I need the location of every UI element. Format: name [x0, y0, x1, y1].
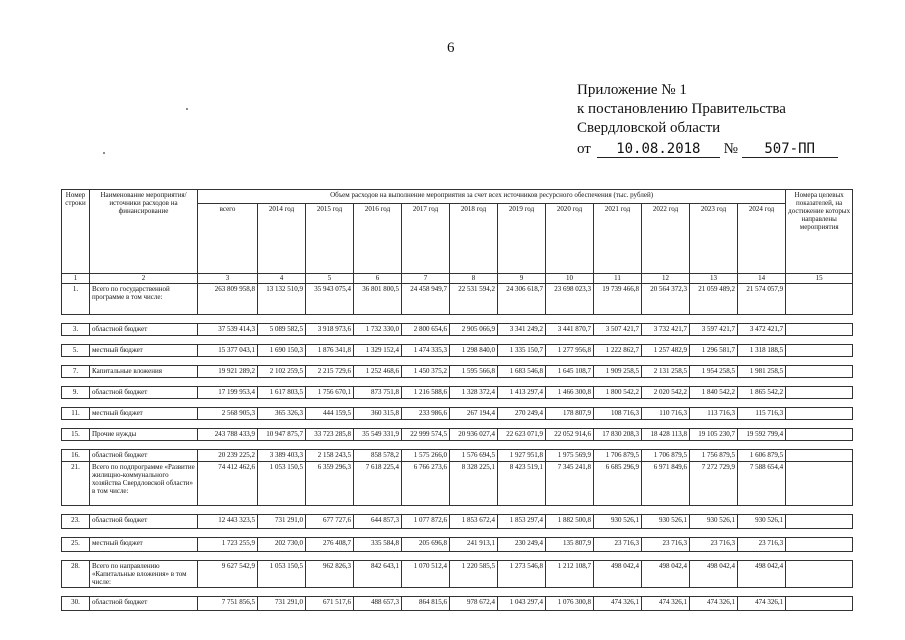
row-spacer-cell: [62, 441, 853, 450]
row-number: 21.: [62, 462, 90, 506]
row-target: [786, 324, 853, 336]
row-value: 3 441 870,7: [546, 324, 594, 336]
row-target: [786, 408, 853, 420]
row-value: 7 345 241,8: [546, 462, 594, 506]
row-name: областной бюджет: [90, 450, 198, 462]
column-number: 6: [354, 274, 402, 284]
row-value: 1 690 150,3: [258, 345, 306, 357]
row-value: 263 809 958,8: [198, 284, 258, 315]
row-value: 18 428 113,8: [642, 429, 690, 441]
row-value: 1 840 542,2: [690, 387, 738, 399]
row-value: 930 526,1: [690, 515, 738, 529]
row-value: 7 751 856,5: [198, 597, 258, 611]
column-number: 1: [62, 274, 90, 284]
row-spacer: [62, 315, 853, 324]
row-value: 23 716,3: [594, 538, 642, 552]
header-year: 2021 год: [594, 204, 642, 274]
row-value: 17 199 953,4: [198, 387, 258, 399]
row-value: 1 216 588,6: [402, 387, 450, 399]
row-value: 243 788 433,9: [198, 429, 258, 441]
row-spacer: [62, 441, 853, 450]
row-value: 1 575 266,0: [402, 450, 450, 462]
row-value: 1 723 255,9: [198, 538, 258, 552]
row-value: 33 723 285,8: [306, 429, 354, 441]
row-number: 11.: [62, 408, 90, 420]
row-name: Всего по государственной программе в том числе:: [90, 284, 198, 315]
row-value: 1 617 803,5: [258, 387, 306, 399]
row-spacer-cell: [62, 336, 853, 345]
date-prefix: от: [577, 141, 591, 157]
row-value: 644 857,3: [354, 515, 402, 529]
row-name: областной бюджет: [90, 387, 198, 399]
row-name: местный бюджет: [90, 408, 198, 420]
row-value: 864 815,6: [402, 597, 450, 611]
row-value: 858 578,2: [354, 450, 402, 462]
row-value: 444 159,5: [306, 408, 354, 420]
row-spacer-cell: [62, 399, 853, 408]
table-row: [62, 538, 853, 552]
row-value: 6 359 296,3: [306, 462, 354, 506]
row-number: 25.: [62, 538, 90, 552]
row-value: 19 921 289,2: [198, 366, 258, 378]
row-value: 1 070 512,4: [402, 561, 450, 588]
row-value: 108 716,3: [594, 408, 642, 420]
row-value: 731 291,0: [258, 515, 306, 529]
row-value: 2 131 258,5: [642, 366, 690, 378]
column-number: 13: [690, 274, 738, 284]
row-value: 873 751,8: [354, 387, 402, 399]
row-value: 13 132 510,9: [258, 284, 306, 315]
row-target: [786, 561, 853, 588]
resolution-date: 10.08.2018: [597, 142, 720, 158]
row-value: 474 326,1: [594, 597, 642, 611]
table-row: [62, 408, 853, 420]
table-row: [62, 450, 853, 462]
table-row: [62, 462, 853, 506]
row-value: 19 592 799,4: [738, 429, 786, 441]
row-value: 1 756 879,5: [690, 450, 738, 462]
row-value: 1 927 951,8: [498, 450, 546, 462]
row-value: 1 296 581,7: [690, 345, 738, 357]
header-year: 2018 год: [450, 204, 498, 274]
table-body: [62, 274, 853, 611]
column-number: 5: [306, 274, 354, 284]
row-spacer: [62, 588, 853, 597]
row-value: 23 716,3: [690, 538, 738, 552]
table-row: [62, 387, 853, 399]
row-number: 23.: [62, 515, 90, 529]
row-value: 2 905 066,9: [450, 324, 498, 336]
row-value: 7 618 225,4: [354, 462, 402, 506]
row-value: 930 526,1: [594, 515, 642, 529]
row-value: 1 683 546,8: [498, 366, 546, 378]
row-value: 1 732 330,0: [354, 324, 402, 336]
row-value: 23 716,3: [642, 538, 690, 552]
row-value: 1 706 879,5: [642, 450, 690, 462]
header-year: 2015 год: [306, 204, 354, 274]
row-value: 1 474 335,3: [402, 345, 450, 357]
row-value: 1 220 585,5: [450, 561, 498, 588]
column-number: 10: [546, 274, 594, 284]
row-value: 19 105 230,7: [690, 429, 738, 441]
row-spacer: [62, 529, 853, 538]
resolution-number: 507-ПП: [742, 142, 838, 158]
row-value: 10 947 875,7: [258, 429, 306, 441]
row-value: 178 807,9: [546, 408, 594, 420]
appendix-title: Приложение № 1: [577, 82, 687, 98]
row-value: 360 315,8: [354, 408, 402, 420]
row-value: 474 326,1: [690, 597, 738, 611]
row-value: 3 472 421,7: [738, 324, 786, 336]
row-value: 498 042,4: [738, 561, 786, 588]
row-value: 1 882 500,8: [546, 515, 594, 529]
row-value: 1 450 375,2: [402, 366, 450, 378]
row-value: 1 252 468,6: [354, 366, 402, 378]
row-value: 3 597 421,7: [690, 324, 738, 336]
row-value: 930 526,1: [738, 515, 786, 529]
table-row: [62, 366, 853, 378]
header-year: 2023 год: [690, 204, 738, 274]
appendix-block: [577, 81, 838, 159]
row-number: 28.: [62, 561, 90, 588]
row-value: 1 706 879,5: [594, 450, 642, 462]
column-number: 2: [90, 274, 198, 284]
row-value: 24 306 618,7: [498, 284, 546, 315]
row-spacer-cell: [62, 529, 853, 538]
row-value: 1 756 670,1: [306, 387, 354, 399]
header-year: 2017 год: [402, 204, 450, 274]
header-volume: Объем расходов на выполнение мероприятия за счет всех источников ресурсного обеспечения (тыс. рублей): [198, 190, 786, 204]
row-value: 202 730,0: [258, 538, 306, 552]
row-number: 7.: [62, 366, 90, 378]
row-target: [786, 345, 853, 357]
number-prefix: №: [723, 141, 738, 157]
row-value: 365 326,3: [258, 408, 306, 420]
row-value: 677 727,6: [306, 515, 354, 529]
row-number: 16.: [62, 450, 90, 462]
row-value: 1 298 840,0: [450, 345, 498, 357]
row-value: 1 645 108,7: [546, 366, 594, 378]
header-year: 2016 год: [354, 204, 402, 274]
header-year: 2024 год: [738, 204, 786, 274]
table-row: [62, 324, 853, 336]
table-row: [62, 597, 853, 611]
row-value: 276 408,7: [306, 538, 354, 552]
row-value: 8 423 519,1: [498, 462, 546, 506]
row-value: 21 059 489,2: [690, 284, 738, 315]
row-number: 3.: [62, 324, 90, 336]
row-number: 15.: [62, 429, 90, 441]
row-value: 6 766 273,6: [402, 462, 450, 506]
row-spacer: [62, 336, 853, 345]
row-value: 205 696,8: [402, 538, 450, 552]
row-value: 1 865 542,2: [738, 387, 786, 399]
column-number: 7: [402, 274, 450, 284]
row-value: 20 239 225,2: [198, 450, 258, 462]
row-value: 23 698 023,3: [546, 284, 594, 315]
row-value: 3 341 249,2: [498, 324, 546, 336]
row-value: 498 042,4: [594, 561, 642, 588]
row-value: 731 291,0: [258, 597, 306, 611]
row-value: 1 335 150,7: [498, 345, 546, 357]
page-number: 6: [447, 40, 455, 56]
row-spacer-cell: [62, 506, 853, 515]
row-value: 1 800 542,2: [594, 387, 642, 399]
row-value: 22 531 594,2: [450, 284, 498, 315]
row-value: 110 716,3: [642, 408, 690, 420]
row-value: 24 458 949,7: [402, 284, 450, 315]
row-target: [786, 429, 853, 441]
row-value: 36 801 800,5: [354, 284, 402, 315]
column-number: 8: [450, 274, 498, 284]
row-value: 20 564 372,3: [642, 284, 690, 315]
row-target: [786, 387, 853, 399]
table-row: [62, 284, 853, 315]
row-value: 1 329 152,4: [354, 345, 402, 357]
row-target: [786, 450, 853, 462]
row-value: 115 716,3: [738, 408, 786, 420]
row-value: 1 876 341,8: [306, 345, 354, 357]
row-value: 6 971 849,6: [642, 462, 690, 506]
row-number: 9.: [62, 387, 90, 399]
row-number: 5.: [62, 345, 90, 357]
column-number: 11: [594, 274, 642, 284]
row-value: 1 909 258,5: [594, 366, 642, 378]
row-value: 930 526,1: [642, 515, 690, 529]
row-spacer: [62, 357, 853, 366]
row-value: 1 053 150,5: [258, 462, 306, 506]
scan-dot: [103, 152, 105, 154]
row-value: 135 807,9: [546, 538, 594, 552]
row-name: Всего по направлению «Капитальные вложения» в том числе:: [90, 561, 198, 588]
row-target: [786, 462, 853, 506]
row-value: 1 053 150,5: [258, 561, 306, 588]
header-name: Наименование мероприятия/ источники расходов на финансирование: [90, 190, 198, 274]
row-spacer: [62, 506, 853, 515]
header-year: 2022 год: [642, 204, 690, 274]
row-value: 12 443 323,5: [198, 515, 258, 529]
row-name: местный бюджет: [90, 538, 198, 552]
row-value: 474 326,1: [738, 597, 786, 611]
row-spacer-cell: [62, 357, 853, 366]
column-number: 9: [498, 274, 546, 284]
table-row: [62, 561, 853, 588]
row-value: 2 568 905,3: [198, 408, 258, 420]
row-value: 2 800 654,6: [402, 324, 450, 336]
table-row: [62, 345, 853, 357]
row-spacer-cell: [62, 315, 853, 324]
row-value: 35 943 075,4: [306, 284, 354, 315]
row-value: 22 623 071,9: [498, 429, 546, 441]
row-value: 842 643,1: [354, 561, 402, 588]
table-row: [62, 429, 853, 441]
row-name: Всего по подпрограмме «Развитие жилищно-коммунального хозяйства Свердловской области» в том числе:: [90, 462, 198, 506]
row-number: 30.: [62, 597, 90, 611]
budget-table: [61, 189, 853, 611]
row-value: 1 277 956,8: [546, 345, 594, 357]
row-value: 1 043 297,4: [498, 597, 546, 611]
row-value: 1 222 862,7: [594, 345, 642, 357]
row-value: 113 716,3: [690, 408, 738, 420]
row-value: 498 042,4: [642, 561, 690, 588]
row-value: 23 716,3: [738, 538, 786, 552]
row-value: 241 913,1: [450, 538, 498, 552]
row-target: [786, 515, 853, 529]
row-value: 2 158 243,5: [306, 450, 354, 462]
row-value: 19 739 466,8: [594, 284, 642, 315]
row-value: 3 507 421,7: [594, 324, 642, 336]
row-target: [786, 366, 853, 378]
header-year: 2019 год: [498, 204, 546, 274]
row-value: 1 273 546,8: [498, 561, 546, 588]
row-value: 3 389 403,3: [258, 450, 306, 462]
row-value: 20 936 027,4: [450, 429, 498, 441]
appendix-date-line: [577, 140, 838, 159]
row-name: Прочие нужды: [90, 429, 198, 441]
row-value: 8 328 225,1: [450, 462, 498, 506]
row-value: 267 194,4: [450, 408, 498, 420]
row-value: 233 986,6: [402, 408, 450, 420]
row-value: 5 089 582,5: [258, 324, 306, 336]
row-value: 474 326,1: [642, 597, 690, 611]
row-spacer: [62, 399, 853, 408]
row-value: 1 853 672,4: [450, 515, 498, 529]
row-spacer-cell: [62, 588, 853, 597]
row-value: 498 042,4: [690, 561, 738, 588]
row-spacer-cell: [62, 420, 853, 429]
row-value: 671 517,6: [306, 597, 354, 611]
row-value: 21 574 057,9: [738, 284, 786, 315]
row-name: областной бюджет: [90, 597, 198, 611]
row-name: областной бюджет: [90, 324, 198, 336]
row-value: 1 328 372,4: [450, 387, 498, 399]
row-value: 1 318 188,5: [738, 345, 786, 357]
row-spacer-cell: [62, 552, 853, 561]
row-value: 230 249,4: [498, 538, 546, 552]
row-spacer-cell: [62, 378, 853, 387]
row-value: 3 732 421,7: [642, 324, 690, 336]
header-total: всего: [198, 204, 258, 274]
header-year: 2014 год: [258, 204, 306, 274]
appendix-line-2: к постановлению Правительства: [577, 101, 786, 117]
row-value: 1 257 482,9: [642, 345, 690, 357]
row-value: 35 549 331,9: [354, 429, 402, 441]
row-value: 978 672,4: [450, 597, 498, 611]
row-value: 74 412 462,6: [198, 462, 258, 506]
row-value: 7 588 654,4: [738, 462, 786, 506]
row-value: 488 657,3: [354, 597, 402, 611]
row-name: областной бюджет: [90, 515, 198, 529]
row-value: 1 212 108,7: [546, 561, 594, 588]
column-number: 15: [786, 274, 853, 284]
column-number: 12: [642, 274, 690, 284]
row-target: [786, 597, 853, 611]
row-value: 2 102 259,5: [258, 366, 306, 378]
column-number: 14: [738, 274, 786, 284]
row-value: 1 981 258,5: [738, 366, 786, 378]
row-value: 2 215 729,6: [306, 366, 354, 378]
row-value: 1 077 872,6: [402, 515, 450, 529]
row-value: 2 020 542,2: [642, 387, 690, 399]
column-number: 3: [198, 274, 258, 284]
row-value: 7 272 729,9: [690, 462, 738, 506]
row-value: 17 830 208,3: [594, 429, 642, 441]
row-value: 1 853 297,4: [498, 515, 546, 529]
row-spacer: [62, 420, 853, 429]
row-value: 962 826,3: [306, 561, 354, 588]
row-number: 1.: [62, 284, 90, 315]
row-value: 6 685 296,9: [594, 462, 642, 506]
row-value: 9 627 542,9: [198, 561, 258, 588]
row-value: 37 539 414,3: [198, 324, 258, 336]
row-value: 335 584,8: [354, 538, 402, 552]
row-value: 1 606 879,5: [738, 450, 786, 462]
header-year: 2020 год: [546, 204, 594, 274]
row-name: Капитальные вложения: [90, 366, 198, 378]
row-value: 15 377 043,1: [198, 345, 258, 357]
row-value: 1 576 694,5: [450, 450, 498, 462]
row-target: [786, 284, 853, 315]
row-value: 270 249,4: [498, 408, 546, 420]
row-name: местный бюджет: [90, 345, 198, 357]
appendix-line-3: Свердловской области: [577, 120, 721, 136]
header-row-no: Номер строки: [62, 190, 90, 274]
row-value: 1 413 297,4: [498, 387, 546, 399]
row-target: [786, 538, 853, 552]
scan-dot: [186, 108, 188, 110]
row-spacer: [62, 552, 853, 561]
row-value: 1 975 569,9: [546, 450, 594, 462]
table-row: [62, 515, 853, 529]
row-value: 1 076 300,8: [546, 597, 594, 611]
row-value: 1 595 566,8: [450, 366, 498, 378]
row-value: 1 466 300,8: [546, 387, 594, 399]
column-number: 4: [258, 274, 306, 284]
row-value: 22 052 914,6: [546, 429, 594, 441]
row-spacer: [62, 378, 853, 387]
column-numbers-row: [62, 274, 853, 284]
row-value: 22 999 574,5: [402, 429, 450, 441]
row-value: 3 918 973,6: [306, 324, 354, 336]
row-value: 1 954 258,5: [690, 366, 738, 378]
header-targets: Номера целевых показателей, на достижение которых направлены мероприятия: [786, 190, 853, 274]
